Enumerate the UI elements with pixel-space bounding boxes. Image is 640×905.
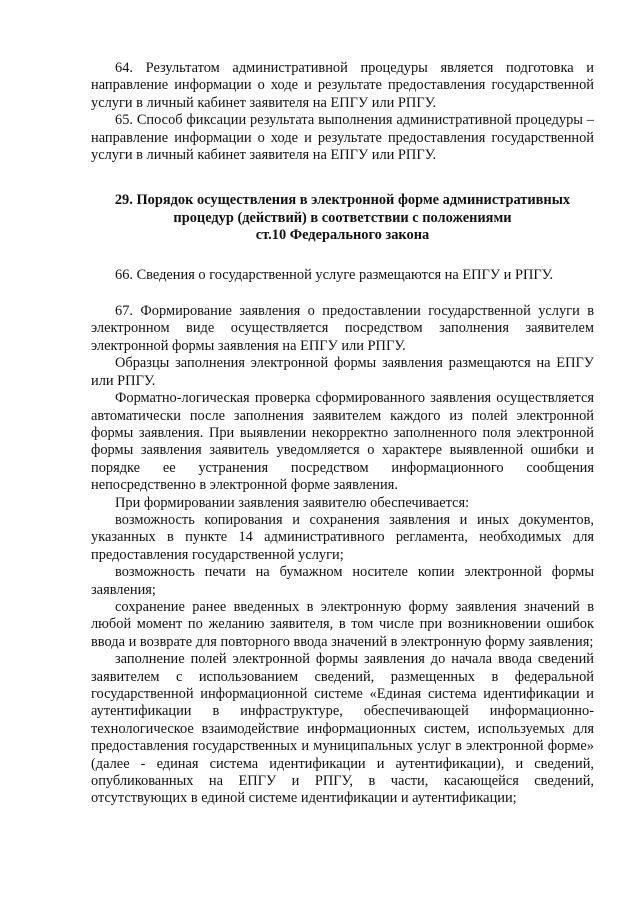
section-heading [91,192,594,244]
list-item-prefill: заполнение полей электронной формы заявления до начала ввода сведений заявителем с использованием сведений, размещенных в федеральной государственной информационной системе «Единая система идентификации и аутентификации в инфраструктуре, обеспечивающей информационно-технологическое взаимодействие информационных систем, используемых для предоставления государственных и муниципальных услуг в электронной форме» (далее - единая система идентификации и аутентификации), и сведений, опубликованных на ЕПГУ и РПГУ, в части, касающейся сведений, отсутствующих в единой системе идентификации и аутентификации; [91,651,594,807]
paragraph-format-check: Форматно-логическая проверка сформированного заявления осуществляется автоматически после заполнения заявителем каждого из полей электронной формы заявления. При выявлении некорректно заполненного поля электронной формы заявления заявитель уведомляется о характере выявленной ошибки и порядке ее устранения посредством информационного сообщения непосредственно в электронной форме заявления. [91,390,594,494]
section-heading-line: ст.10 Федерального закона [255,227,430,244]
paragraph-provisions-intro: При формировании заявления заявителю обеспечивается: [115,494,470,511]
list-item-saving: сохранение ранее введенных в электронную форму заявления значений в любой момент по желанию заявителя, в том числе при возникновении ошибок ввода и возврате для повторного ввода значений в электронную форму заявления; [91,598,594,650]
paragraph-67: 67. Формирование заявления о предоставлении государственной услуги в электронном виде осуществляется посредством заполнения заявителем электронной формы заявления на ЕПГУ или РПГУ. [91,303,594,354]
section-heading-line: процедур (действий) в соответствии с положениями [173,209,512,226]
paragraph-64: 64. Результатом административной процедуры является подготовка и направление информации о ходе и результате предоставления государственной услуги в личный кабинет заявителя на ЕПГУ или РПГУ. [91,60,594,111]
paragraph-spacer [91,284,594,303]
list-item-printing: возможность печати на бумажном носителе копии электронной формы заявления; [91,564,594,598]
paragraph-samples: Образцы заполнения электронной формы заявления размещаются на ЕПГУ или РПГУ. [91,355,594,389]
list-item-copying: возможность копирования и сохранения заявления и иных документов, указанных в пункте 14 административного регламента, необходимых для предоставления государственной услуги; [91,511,594,563]
section-heading-line: 29. Порядок осуществления в электронной форме административных [114,192,571,209]
paragraph-65: 65. Способ фиксации результата выполнения административной процедуры – направление информации о ходе и результате предоставления государственной услуги в личный кабинет заявителя на ЕПГУ или РПГУ. [91,112,594,164]
paragraph-66: 66. Сведения о государственной услуге размещаются на ЕПГУ и РПГУ. [115,266,554,283]
